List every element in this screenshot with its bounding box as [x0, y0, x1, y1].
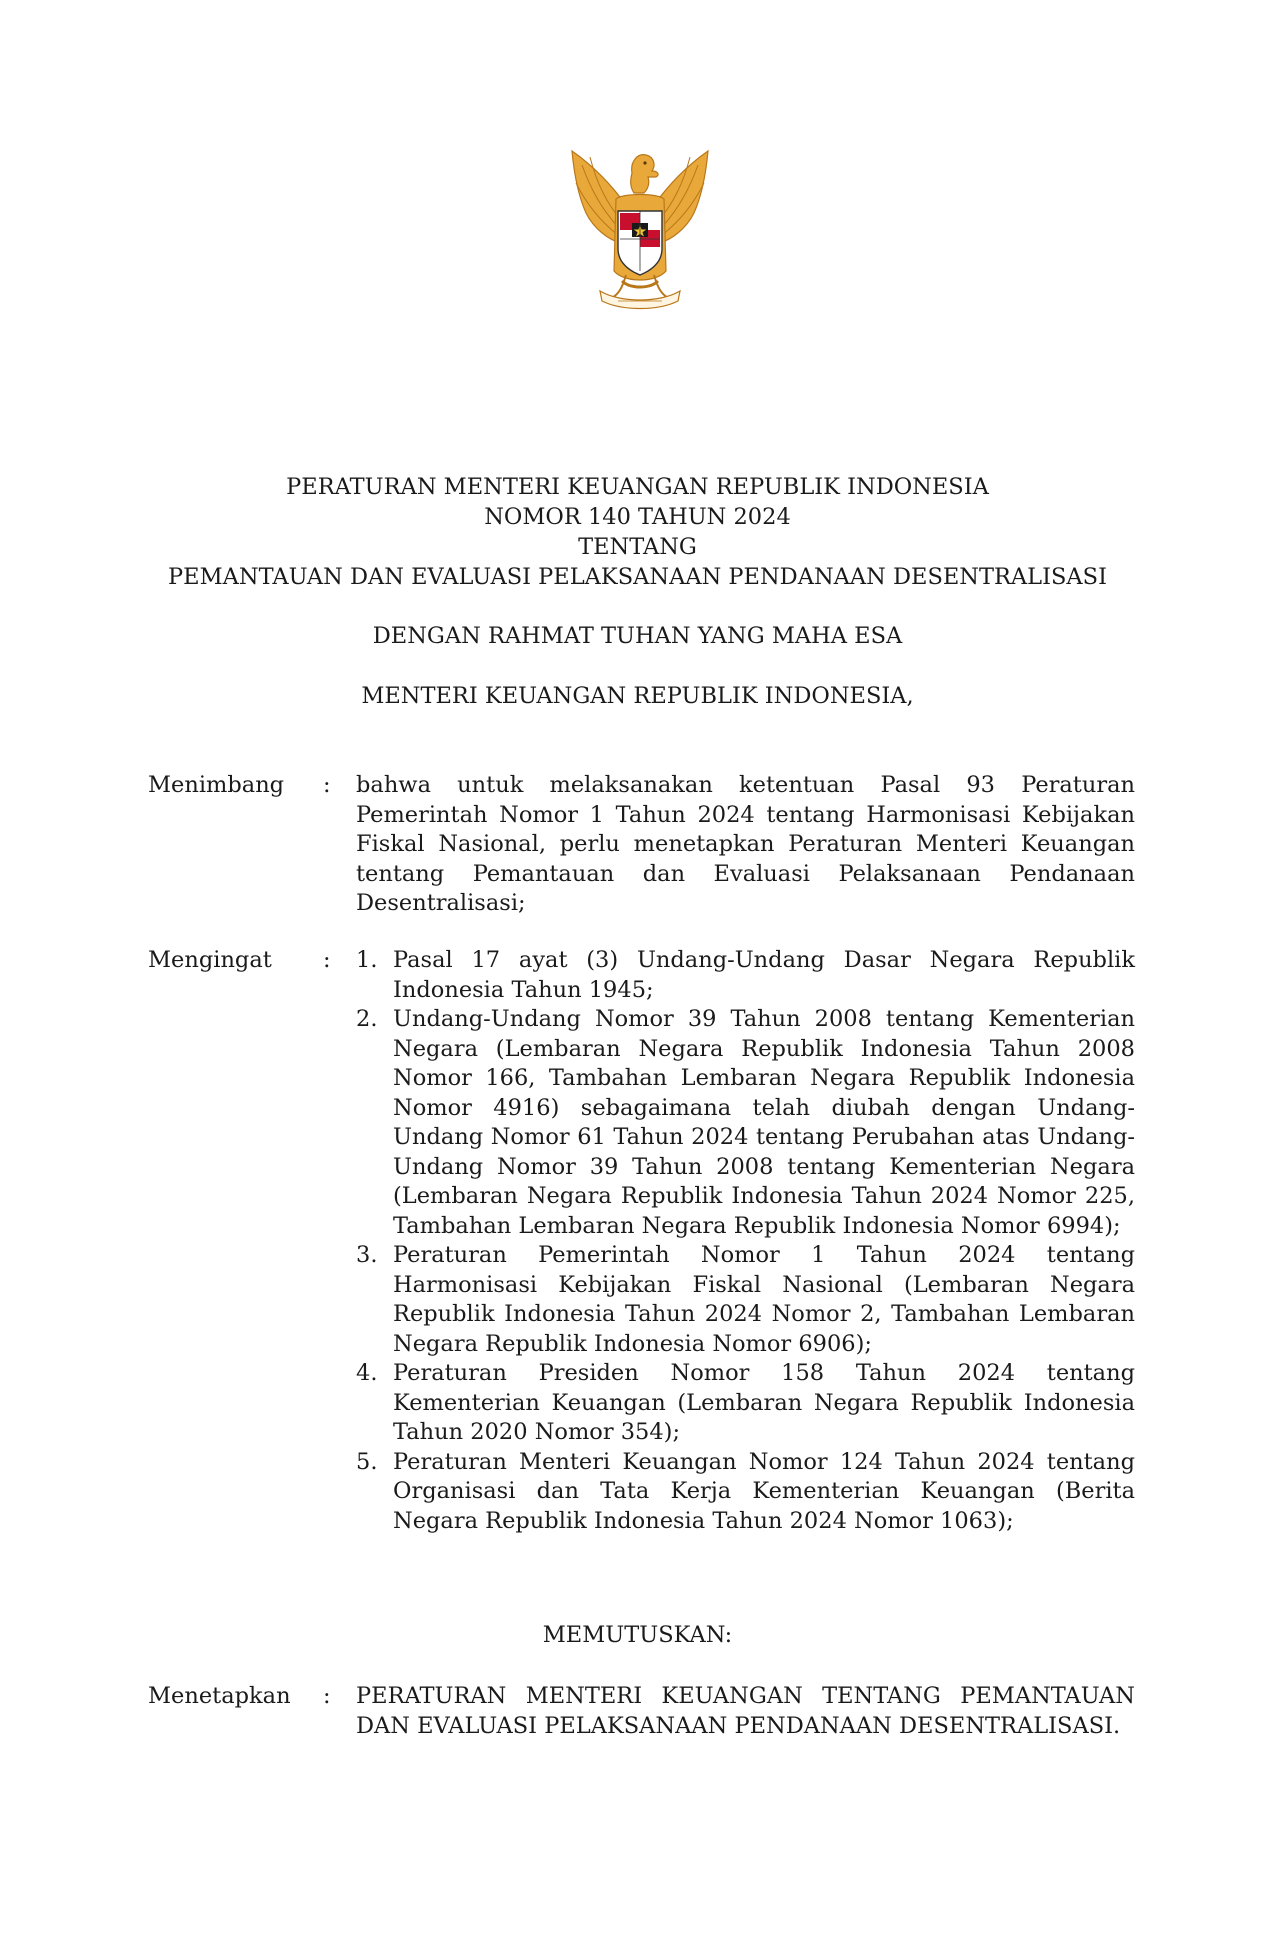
- menetapkan-colon: :: [323, 1683, 331, 1709]
- list-item-text: Peraturan Pemerintah Nomor 1 Tahun 2024 tentang Harmonisasi Kebijakan Fiskal Nasional (Lembaran Negara Republik Indonesia Tahun 2024 Nomor 2, Tambahan Lembaran Negara Republik Indonesia Nomor 6906);: [393, 1242, 1135, 1357]
- mengingat-colon: :: [323, 947, 331, 973]
- menimbang-colon: :: [323, 772, 331, 798]
- mengingat-list: [356, 946, 1135, 1536]
- list-item-number: 4.: [356, 1360, 378, 1386]
- list-item: [356, 1448, 1135, 1537]
- list-item-text: Undang-Undang Nomor 39 Tahun 2008 tentang Kementerian Negara (Lembaran Negara Republik Indonesia Tahun 2008 Nomor 166, Tambahan Lembaran Negara Republik Indonesia Nomor 4916) sebagaimana telah diubah dengan Undang-Undang Nomor 61 Tahun 2024 tentang Perubahan atas Undang-Undang Nomor 39 Tahun 2008 tentang Kementerian Negara (Lembaran Negara Republik Indonesia Tahun 2024 Nomor 225, Tambahan Lembaran Negara Republik Indonesia Nomor 6994);: [393, 1006, 1135, 1239]
- list-item-text: Pasal 17 ayat (3) Undang-Undang Dasar Negara Republik Indonesia Tahun 1945;: [393, 947, 1135, 1003]
- title-line-1: PERATURAN MENTERI KEUANGAN REPUBLIK INDONESIA: [286, 474, 989, 500]
- list-item: [356, 1359, 1135, 1448]
- menetapkan-text: PERATURAN MENTERI KEUANGAN TENTANG PEMANTAUAN DAN EVALUASI PELAKSANAAN PENDANAAN DESENTRALISASI.: [356, 1683, 1135, 1739]
- list-item-number: 1.: [356, 947, 378, 973]
- list-item: [356, 1241, 1135, 1359]
- list-item-number: 5.: [356, 1448, 378, 1475]
- title-line-3: TENTANG: [578, 534, 697, 560]
- regulation-title: [140, 472, 1135, 592]
- title-line-4: PEMANTAUAN DAN EVALUASI PELAKSANAAN PENDANAAN DESENTRALISASI: [168, 564, 1107, 590]
- list-item: [356, 1005, 1135, 1241]
- list-item-text: Peraturan Presiden Nomor 158 Tahun 2024 tentang Kementerian Keuangan (Lembaran Negara Republik Indonesia Tahun 2020 Nomor 354);: [393, 1360, 1135, 1445]
- list-item-text: Peraturan Menteri Keuangan Nomor 124 Tahun 2024 tentang Organisasi dan Tata Kerja Kementerian Keuangan (Berita Negara Republik Indonesia Tahun 2024 Nomor 1063);: [393, 1448, 1135, 1534]
- menetapkan-label: Menetapkan: [148, 1683, 291, 1709]
- menimbang-label: Menimbang: [148, 772, 285, 798]
- list-item-number: 2.: [356, 1006, 378, 1032]
- list-item: [356, 946, 1135, 1005]
- garuda-emblem-icon: [560, 143, 720, 315]
- memutuskan-heading: MEMUTUSKAN:: [542, 1622, 733, 1648]
- mengingat-label: Mengingat: [148, 947, 272, 973]
- title-line-2: NOMOR 140 TAHUN 2024: [484, 504, 791, 530]
- authority-line: MENTERI KEUANGAN REPUBLIK INDONESIA,: [361, 683, 914, 709]
- menimbang-text: bahwa untuk melaksanakan ketentuan Pasal 93 Peraturan Pemerintah Nomor 1 Tahun 2024 tentang Harmonisasi Kebijakan Fiskal Nasional, perlu menetapkan Peraturan Menteri Keuangan tentang Pemantauan dan Evaluasi Pelaksanaan Pendanaan Desentralisasi;: [356, 772, 1135, 916]
- list-item-number: 3.: [356, 1242, 378, 1268]
- invocation: DENGAN RAHMAT TUHAN YANG MAHA ESA: [372, 623, 903, 649]
